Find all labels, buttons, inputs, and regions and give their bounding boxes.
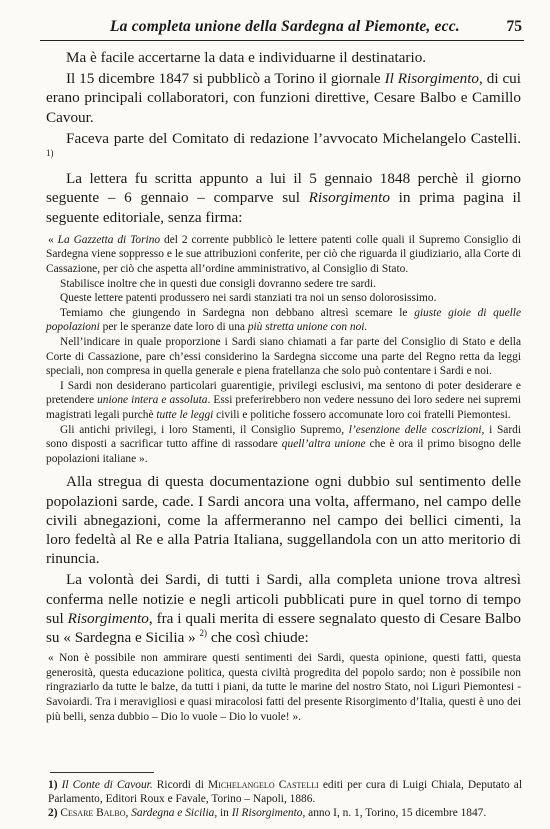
quote-paragraph: Temiamo che giungendo in Sardegna non debbano altresì scemare le giuste gioie di quelle popolazioni per le speranze date loro di una più stretta unione con noi. <box>46 306 522 334</box>
quote-paragraph: « Non è possibile non ammirare questi sentimenti dei Sardi, questa opinione, questi fatti, questa generosità, questa educazione politica, questa civiltà progredita del popolo sardo; non è possibile non ringraziarlo da tutte le balze, da tutti i piani, da tutte le marine del nostro Stato, noi Liguri Piemontesi - Savoiardi. Tra i meravigliosi e quasi miracolosi fatti del presente Risorgimento d’Italia, questi è uno dei più belli, senza dubbio – Dio lo vuole – Dio lo vuole! ». <box>46 652 521 723</box>
footnote-1: 1) Il Conte di Cavour. Ricordi di Michelangelo Castelli editi per cura di Luigi Chiala, Deputato al Parlamento, Editori Roux e Favale, Torino – Napoli, 1886. <box>48 779 523 806</box>
footnote-ref-1: 1) <box>46 147 54 158</box>
quote-paragraph: Queste lettere patenti produssero nei sardi stanziati tra noi un senso dolorosissimo. <box>60 292 437 305</box>
footnote-rule <box>50 772 154 773</box>
paragraph-6: La volontà dei Sardi, di tutti i Sardi, alla completa unione trova altresì conferma nelle notizie e negli articoli pubblicati pure in quel torno di tempo sul Risorgimento, fra i quali merita di essere segnalato questo di Cesare Balbo su « Sardegna e Sicilia » $^{2)}$ che così chiude: <box>46 571 521 646</box>
paragraph-4: La lettera fu scritta appunto a lui il 5 gennaio 1848 perchè il giorno seguente – 6 gennaio – comparve sul Risorgimento in prima pagina il seguente editoriale, senza firma: <box>46 170 521 226</box>
quote-paragraph: Stabilisce inoltre che in questi due consigli dovranno sedere tre sardi. <box>60 277 377 290</box>
quote-paragraph: « La Gazzetta di Torino del 2 corrente pubblicò le lettere patenti colle quali il Supremo Consiglio di Sardegna viene soppresso e le sue attribuzioni conferite, per ciò che riguarda il giudiziario, alla Corte di Cassazione, per ciò che aspetta all’ordine amministrativo, al Consiglio di Stato. <box>46 233 522 276</box>
quote-paragraph: Gli antichi privilegi, i loro Stamenti, il Consiglio Supremo, l’esenzione delle coscrizioni, i Sardi sono disposti a sacrificar tutto affine di rassodare quell’altra unione che è ora il primo bisogno delle popolazioni italiane ». <box>46 423 522 465</box>
paragraph-5: Alla stregua di questa documentazione ogni dubbio sul sentimento delle popolazioni sarde, cade. I Sardi ancora una volta, affermano, nel campo delle civili abnegazioni, come la affermeranno nel campo dei bellici cimenti, la loro fedeltà al Re e alla Patria Italiana, suggellandola con un atto meritorio di rinuncia. <box>46 473 521 568</box>
balbo-quote <box>46 651 521 724</box>
main-text <box>46 48 521 724</box>
running-title: La completa unione della Sardegna al Piemonte, ecc. <box>110 18 460 35</box>
page-number: 75 <box>506 18 522 35</box>
editorial-quote <box>46 233 521 467</box>
paragraph-2: Il 15 dicembre 1847 si pubblicò a Torino il giornale Il Risorgimento, di cui erano principali collaboratori, con funzioni direttive, Cesare Balbo e Camillo Cavour. <box>46 70 521 126</box>
quote-paragraph: I Sardi non desiderano particolari guarentigie, privilegi esclusivi, ma sentono di poter desiderare e pretendere unione intera e assoluta. Essi preferirebbero non vedere nessuno dei loro sedere nei supremi magistrati legali purchè tutte le leggi civili e politiche fossero accomunate loro coi fratelli Piemontesi. <box>46 379 521 421</box>
quote-paragraph: Nell’indicare in quale proporzione i Sardi siano chiamati a far parte del Consiglio di Stato e della Corte di Cassazione, pare ch’essi considerino la Sardegna siccome una parte del Regno retta da leggi speciali, non compresa in quella generale e piena fratellanza che solo può contentare i Sardi e noi. <box>46 335 521 378</box>
running-header <box>40 14 524 41</box>
footnote-ref-2: 2) <box>199 627 208 638</box>
paragraph-1: Ma è facile accertarne la data e individuarne il destinatario. <box>66 49 427 66</box>
footnote-2: 2) Cesare Balbo, Sardegna e Sicilia, in Il Risorgimento, anno I, n. 1, Torino, 15 dicembre 1847. <box>48 807 487 819</box>
paragraph-3: Faceva parte del Comitato di redazione l’avvocato Michelangelo Castelli. $^{1)}$ <box>46 129 521 158</box>
